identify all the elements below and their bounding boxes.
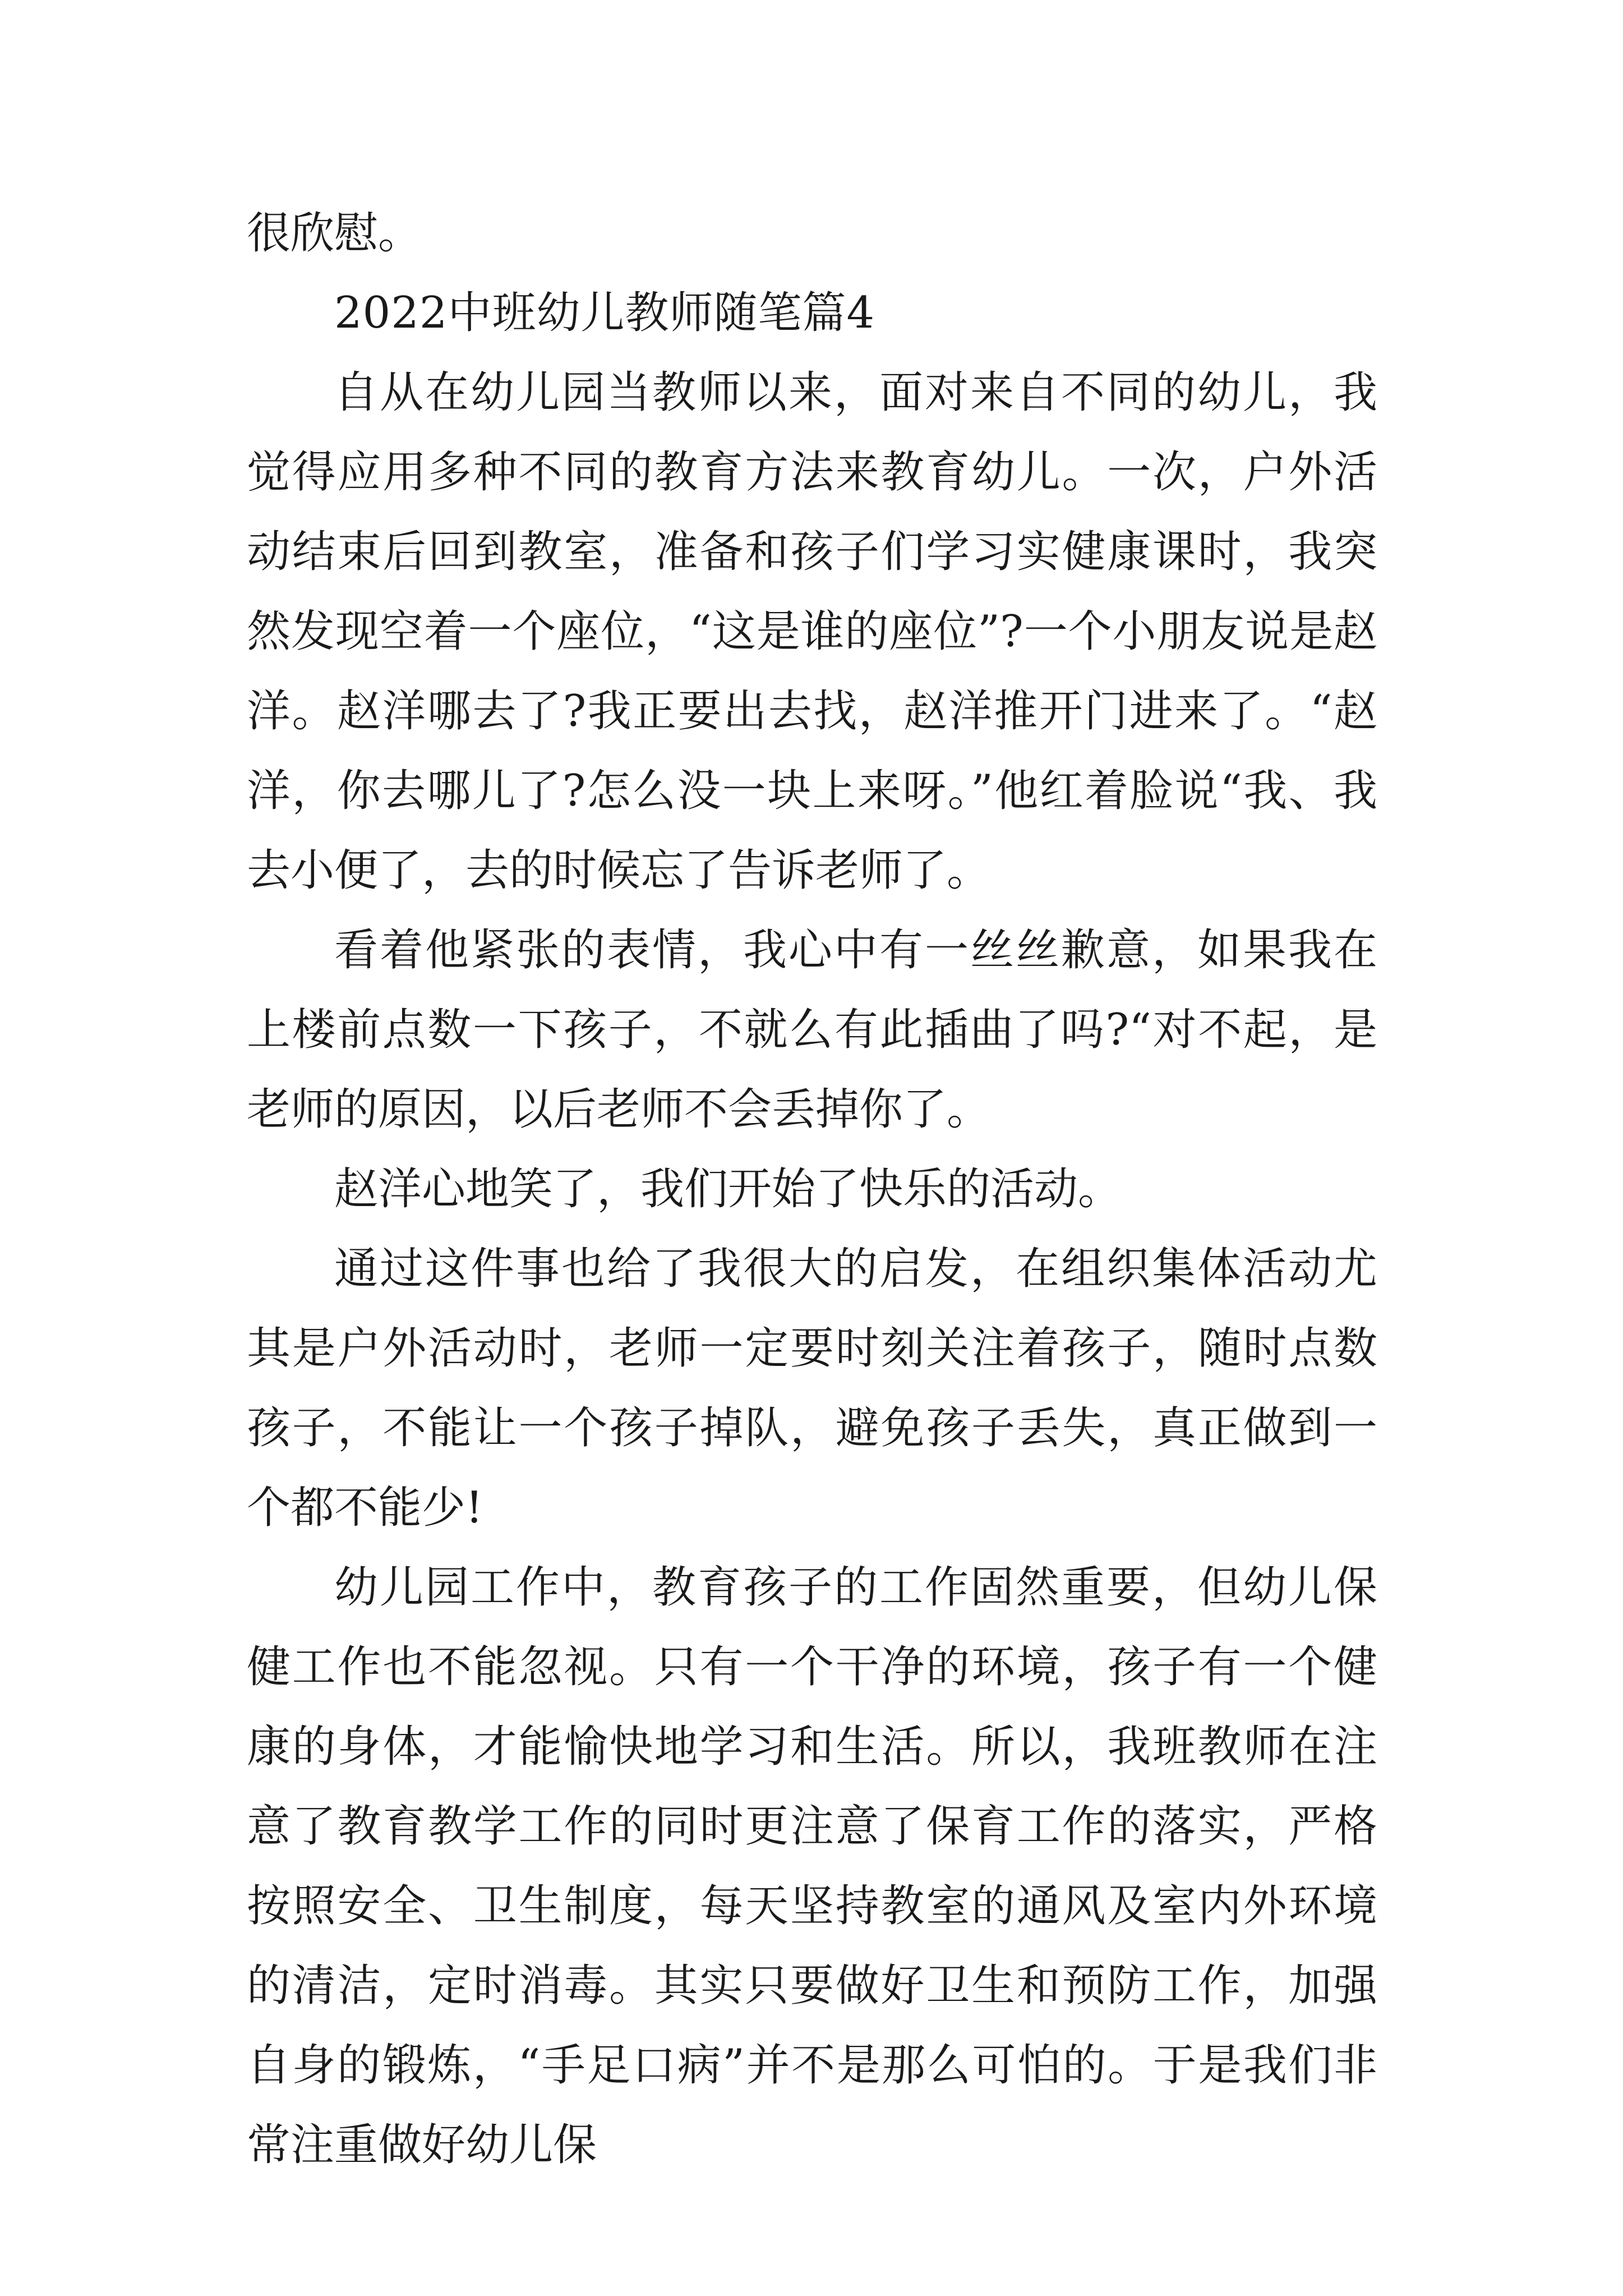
continuation-paragraph: 很欣慰。: [247, 208, 422, 259]
body-paragraph-3: 赵洋心地笑了，我们开始了快乐的活动。: [334, 1164, 1122, 1214]
body-paragraph-1: 自从在幼儿园当教师以来，面对来自不同的幼儿，我觉得应用多种不同的教育方法来教育幼儿。一次，户外活动结束后回到教室，准备和孩子们学习实健康课时，我突然发现空着一个座位，“这是谁的座位”?一个小朋友说是赵洋。赵洋哪去了?我正要出去找，赵洋推开门进来了。“赵洋，你去哪儿了?怎么没一块上来呀。”他红着脸说“我、我去小便了，去的时候忘了告诉老师了。: [247, 367, 1377, 896]
document-body: [247, 194, 1377, 2185]
body-paragraph-2: 看着他紧张的表情，我心中有一丝丝歉意，如果我在上楼前点数一下孩子，不就么有此插曲了吗?“对不起，是老师的原因，以后老师不会丢掉你了。: [247, 925, 1377, 1135]
body-paragraph-5: 幼儿园工作中，教育孩子的工作固然重要，但幼儿保健工作也不能忽视。只有一个干净的环境，孩子有一个健康的身体，才能愉快地学习和生活。所以，我班教师在注意了教育教学工作的同时更注意了保育工作的落实，严格按照安全、卫生制度，每天坚持教室的通风及室内外环境的清洁，定时消毒。其实只要做好卫生和预防工作，加强自身的锻炼，“手足口病”并不是那么可怕的。于是我们非常注重做好幼儿保: [247, 1562, 1377, 2170]
section-heading: 2022中班幼儿教师随笔篇4: [334, 288, 875, 338]
body-paragraph-4: 通过这件事也给了我很大的启发，在组织集体活动尤其是户外活动时，老师一定要时刻关注着孩子，随时点数孩子，不能让一个孩子掉队，避免孩子丢失，真正做到一个都不能少!: [247, 1244, 1377, 1533]
